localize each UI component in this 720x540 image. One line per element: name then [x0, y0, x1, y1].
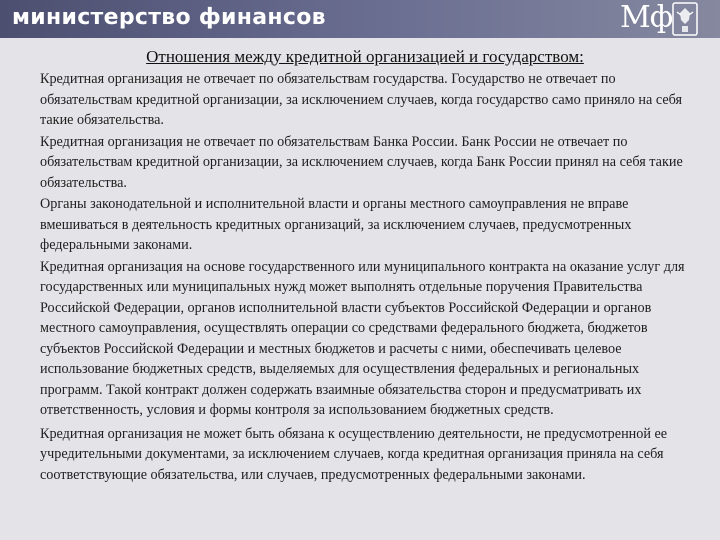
paragraph-1: Кредитная организация не отвечает по обязательствам государства. Государство не отвечает по обязательствам кредитной организации, за исключением случаев, когда государство само приняло на себя такие обязательства. — [40, 71, 683, 128]
slide-content — [40, 47, 690, 486]
paragraph-2: Кредитная организация не отвечает по обязательствам Банка России. Банк России не отвечает по обязательствам кредитной организации, за исключением случаев, когда Банк России принял на себя такие обязательства. — [40, 133, 683, 191]
ministry-logo — [620, 2, 700, 36]
ministry-title: министерство финансов — [12, 5, 326, 30]
logo-text: Мф — [620, 0, 673, 35]
eagle-emblem-icon — [672, 2, 698, 36]
slide-heading: Отношения между кредитной организацией и государством: — [146, 47, 584, 66]
paragraph-4: Кредитная организация на основе государственного или муниципального контракта на оказание услуг для государственных или муниципальных нужд может выполнять отдельные поручения Правительства Российской Федерации, органов исполнительной власти субъектов Российской Федерации и органов местного самоуправления, осуществлять операции со средствами федерального бюджета, бюджетов субъектов Российской Федерации и местных бюджетов и расчеты с ними, обеспечивать целевое использование бюджетных средств, выделяемых для осуществления федеральных и региональных программ. Такой контракт должен содержать взаимные обязательства сторон и предусматривать их ответственность, условия и формы контроля за использованием бюджетных средств. — [40, 258, 685, 418]
paragraph-3: Органы законодательной и исполнительной власти и органы местного самоуправления не вправе вмешиваться в деятельность кредитных организаций, за исключением случаев, предусмотренных федеральными законами. — [40, 196, 632, 253]
header-bar — [0, 0, 720, 38]
paragraph-5: Кредитная организация не может быть обязана к осуществлению деятельности, не предусмотренной ее учредительными документами, за исключением случаев, когда кредитная организация приняла на себя соответствующие обязательства, или случаев, предусмотренных федеральными законами. — [40, 425, 668, 483]
